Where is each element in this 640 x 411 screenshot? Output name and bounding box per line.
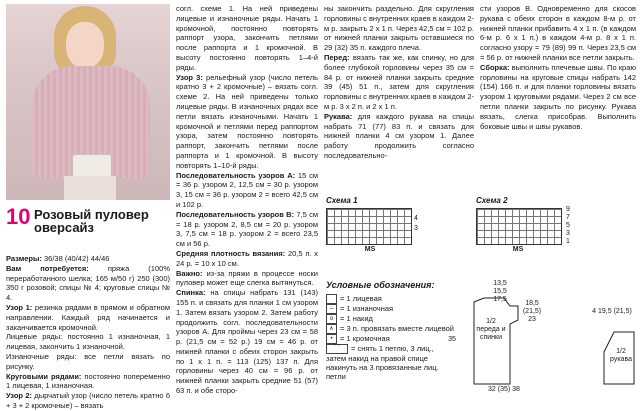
paragraph-heading: Средняя плотность вязания: (176, 248, 286, 258)
paragraph (6, 264, 170, 303)
paragraph-text: ны закончить раздельно. Для скругления горловины с внутренних краев в каждом 2-м р. закрыть 2 х 1 п. Через 42,5 см = 102 р. от нижней планки закрыть оставшиеся по 29 (32) 35 п. каждого плеча. (324, 4, 474, 53)
paragraph (324, 53, 474, 112)
paragraph (6, 254, 170, 264)
width-dim: 32 (35) 38 (488, 386, 520, 393)
paragraph-text: 7,5 см = 18 р. узором 2, 8,5 см = 20 р. узором 3, 7,5 см = 18 р. узором 2 = всего 23,5 см и 56 р. (176, 209, 318, 249)
paragraph-text: постоянно попеременно 1 лицевая, 1 изнаночная. (6, 371, 170, 391)
paragraph-heading: Вам потребуется: (6, 263, 89, 273)
paragraph-text: Лицевые ряды: постоянно 1 изнаночная, 1 лицевая, закончить 1 изнаночной. (6, 332, 170, 352)
handbag (72, 154, 112, 178)
paragraph-text: на спицы набрать 131 (143) 155 п. и связать для планки 1 см узором 1. Затем вязать узором 2. Затем работу продолжить согл. последовательности узоров А. Для проймы через 23 см = 58 р. (21,5 см = 52 р.) 19 см = 46 р. от нижней планки с обеих сторон закрыть по 1 х 1 п. = 113 (125) 137 п. Для горловины через 40 см = 96 р. от нижней планки закрыть средние 51 (57) 63 п. и обе сторо- (176, 288, 318, 396)
paragraph-heading: Последовательность узоров А: (176, 170, 296, 180)
pattern-title: Розовый пуловер оверсайз (34, 207, 149, 235)
text-column-2 (176, 4, 318, 396)
sleeve-label: 1/2 рукава (610, 348, 632, 363)
paragraph (176, 171, 318, 210)
paragraph-heading: Круговыми рядами: (6, 371, 82, 381)
paragraph-text: из-за пряжи в процессе носки пуловер может еще слегка вытянуться. (176, 268, 318, 288)
paragraph (176, 249, 318, 269)
dim-armhole: 18,5 (21,5) 23 (522, 300, 542, 323)
paragraph-text: пряжа (100% переработанного шелка; 165 м/50 г) 250 (300) 350 г розовой; спицы № 4; круговые спицы № 4. (6, 263, 170, 303)
paragraph-heading: Последовательность узоров В: (176, 209, 295, 219)
paragraph-text: дырчатый узор (число петель кратно 6 + 3 + 2 кромочные) – вязать (6, 391, 171, 410)
paragraph-heading: Перед: (324, 52, 350, 62)
paragraph-heading: Важно: (176, 268, 203, 278)
paragraph-text: 15 см = 36 р. узором 2, 12,5 см = 30 р. узором 3, 15 см = 36 р. узором 2 = всего 42,5 см и 102 р. (176, 170, 318, 209)
schema-2-title: Схема 2 (476, 196, 508, 205)
text-column-1 (6, 254, 170, 411)
paragraph (6, 372, 170, 392)
paragraph (176, 269, 318, 289)
model-face (66, 22, 104, 68)
paragraph-text: рельефный узор (число петель кратно 3 + 2 кромочные) – вязать согл. схеме 2. На ней приведены только лицевые ряды. В изнаночных рядах все петли вязать изнаночными. Начать 1 кромочной и петлями перед раппортом узора, затем постоянно повторять раппорт, закончить петлями после раппорта и 1 кромочной. В высоту повторять 1–10-й ряды. (176, 72, 318, 170)
paragraph-text: Изнаночные ряды: все петли вязать по рисунку. (6, 351, 170, 371)
schema-1-title: Схема 1 (326, 196, 358, 205)
dim-sleeve-width: 4 19,5 (21,5) (592, 308, 632, 315)
legend-title: Условные обозначения: (326, 280, 435, 290)
schema-1-ms: MS (364, 246, 376, 253)
paragraph-heading: Сборка: (480, 62, 510, 72)
text-column-3 (324, 4, 474, 161)
paragraph (6, 352, 170, 372)
schema-2-grid (476, 208, 562, 245)
row-numbers: 9 7 5 3 1 (566, 206, 570, 245)
paragraph (6, 303, 170, 332)
paragraph-text: сти узоров В. Одновременно для скосов рукава с обеих сторон в каждом 8-м р. от нижней планки прибавить 4 х 1 п. (в каждом 6-м р. 6 х 1 п.) в каждом 4-м р. 8 х 1 п. согласно узору = 79 (89) 99 п. Через 23,5 см = 56 р. от нижней планки все петли закрыть. (480, 4, 636, 62)
model-legs (64, 176, 116, 200)
paragraph (176, 288, 318, 396)
text-column-4 (480, 4, 636, 131)
paragraph-heading: Узор 1: (6, 302, 33, 312)
paragraph (6, 391, 170, 411)
paragraph-heading: Размеры: (6, 254, 42, 263)
front-back-label: 1/2 переда и спинки (476, 318, 506, 341)
schema-1-grid (326, 208, 412, 245)
schema1-row-numbers: 4 3 (414, 215, 418, 232)
paragraph-text: резинка рядами в прямом и обратном направлении. Каждый ряд начинается и заканчивается кромочной. (6, 302, 170, 332)
paragraph (176, 210, 318, 249)
paragraph (480, 4, 636, 63)
paragraph-text: согл. схеме 1. На ней приведены лицевые и изнаночные ряды. Начать 1 кромочной, постоянно повторять раппорт узора, закончить петлями после раппорта и 1 кромочной. В высоту постоянно повторять 1–4-й ряды. (176, 4, 318, 72)
paragraph-text: 20,5 п. х 24 р. = 10 х 10 см. (176, 248, 318, 268)
dim-neck: 13,5 15,5 17,5 (493, 280, 507, 303)
paragraph-text: вязать так же, как спинку, но для более глубокой горловины через 35 см = 84 р. от нижней планки закрыть средние 39 (45) 51 п., затем для скругления горловины с внутренних краев в каждом 2-м р. 3 х 2 п. и 2 х 1 п. (324, 52, 474, 111)
paragraph-heading: Спинка: (176, 288, 206, 298)
paragraph-heading: Узор 2: (6, 391, 32, 401)
paragraph-text: 36/38 (40/42) 44/46 (41, 254, 110, 263)
paragraph (480, 63, 636, 132)
paragraph (6, 332, 170, 352)
paragraph (176, 73, 318, 171)
legend: = 1 лицевая – = 1 изнаночная o = 1 накид ∧ = 3 п. провязать вместе лицевой • = 1 кромочная ⌒ = снять 1 петлю, 3 лиц., затем накид на правой спице накинуть на 3 провязанные лиц. петли (326, 294, 454, 382)
dim-height: 35 (448, 336, 456, 343)
paragraph (324, 112, 474, 161)
paragraph (324, 4, 474, 53)
schema-2-ms: MS (512, 246, 524, 253)
garment-schematic (454, 280, 640, 410)
paragraph (176, 4, 318, 73)
product-photo (6, 4, 170, 200)
paragraph-text: для каждого рукава на спицы набрать 71 (77) 83 п. и связать для нижней планки 4 см узором 1. Далее работу продолжить согласно последовательно- (324, 111, 474, 160)
paragraph-text: выполнить плечевые швы. По краю горловины на круговые спицы набрать 142 (154) 166 п. и для планки горловины вязать узором 1 круговыми рядами. Через 2 см все петли планки закрыть по рисунку. Рукава вязать, слегка присобрав. Выполнить боковые швы и швы рукавов. (480, 62, 636, 131)
pattern-number: 10 (6, 204, 31, 229)
paragraph-heading: Узор 3: (176, 72, 203, 82)
paragraph-heading: Рукава: (324, 111, 353, 121)
